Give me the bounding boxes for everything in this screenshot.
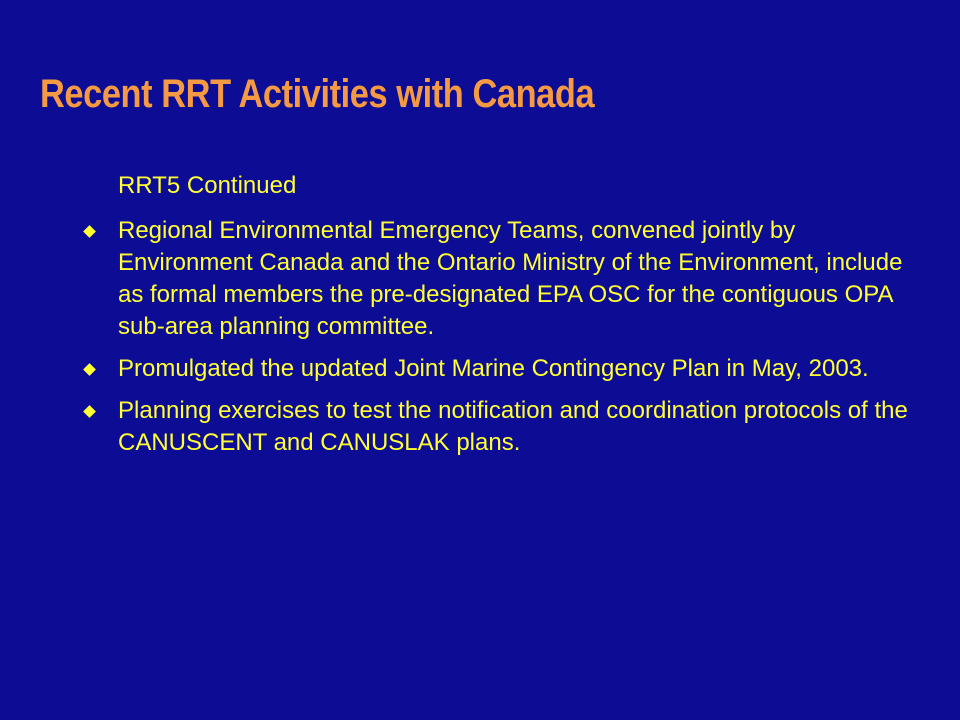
diamond-bullet-icon bbox=[83, 363, 96, 376]
bullet-item-exercises bbox=[118, 395, 908, 459]
slide-title: Recent RRT Activities with Canada bbox=[40, 72, 595, 116]
bullet-item-teams bbox=[118, 215, 908, 343]
bullet-item-plan bbox=[118, 353, 908, 385]
diamond-bullet-icon bbox=[83, 405, 96, 418]
bullet-text: Promulgated the updated Joint Marine Contingency Plan in May, 2003. bbox=[118, 355, 869, 382]
bullet-list bbox=[118, 215, 908, 469]
slide-subtitle: RRT5 Continued bbox=[118, 172, 297, 199]
bullet-text: Planning exercises to test the notification and coordination protocols of the CANUSCENT and CANUSLAK plans. bbox=[118, 397, 908, 456]
bullet-text: Regional Environmental Emergency Teams, convened jointly by Environment Canada and the Ontario Ministry of the Environment, include as formal members the pre-designated EPA OSC for the contiguous OPA sub-area planning committee. bbox=[118, 217, 903, 340]
diamond-bullet-icon bbox=[83, 225, 96, 238]
